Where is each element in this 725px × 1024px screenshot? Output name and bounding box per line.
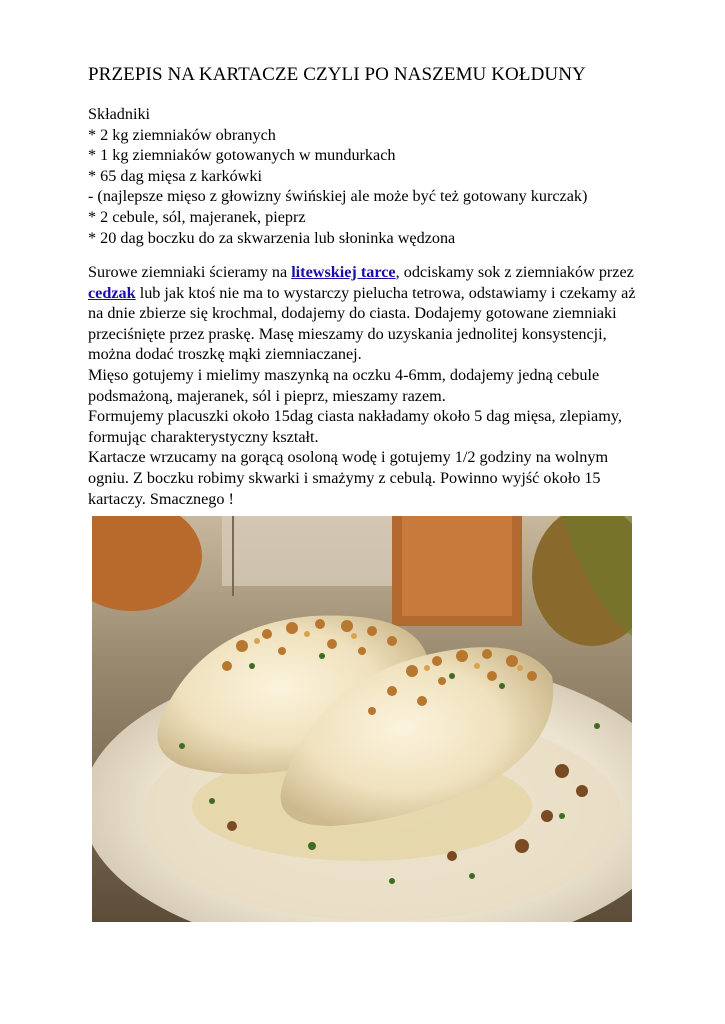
ingredient-item: * 2 cebule, sól, majeranek, pieprz [88, 207, 306, 226]
instruction-paragraph [88, 262, 648, 365]
instruction-paragraph: Mięso gotujemy i mielimy maszynką na oczku 4-6mm, dodajemy jedną cebule podsmażoną, majeranek, sól i pieprz, mieszamy razem. [88, 365, 600, 405]
paragraph-text: Surowe ziemniaki ścieramy na [88, 263, 292, 281]
ingredients-list [88, 104, 587, 248]
ingredient-item: * 65 dag mięsa z karkówki [88, 166, 262, 185]
instruction-paragraph: Formujemy placuszki około 15dag ciasta nakładamy około 5 dag mięsa, zlepiamy, formując charakterystyczny kształt. [88, 407, 622, 446]
ingredient-item: * 20 dag boczku do za skwarzenia lub słoninka wędzona [88, 228, 456, 247]
ingredient-item: * 2 kg ziemniaków obranych [88, 125, 276, 144]
link-litewska-tarka[interactable]: litewskiej tarce [291, 263, 396, 281]
recipe-title: PRZEPIS NA KARTACZE CZYLI PO NASZEMU KOŁDUNY [88, 64, 586, 85]
ingredient-item: - (najlepsze mięso z głowizny świńskiej ale może być też gotowany kurczak) [88, 187, 588, 206]
kartacze-photo [92, 516, 632, 922]
ingredients-heading: Składniki [88, 105, 151, 123]
link-cedzak[interactable]: cedzak [88, 283, 136, 302]
ingredient-item: * 1 kg ziemniaków gotowanych w mundurkach [88, 146, 396, 165]
paragraph-text: lub jak ktoś nie ma to wystarczy pielucha tetrowa, odstawiamy i czekamy aż na dnie zbierze się krochmal, dodajemy do ciasta. Dodajemy gotowane ziemniaki przeciśnięte przez praskę. Masę mieszamy do uzyskania jednolitej konsystencji, można dodać troszkę mąki ziemniaczanej. [88, 283, 636, 364]
paragraph-text: , odciskamy sok z ziemniaków przez [395, 263, 634, 281]
recipe-instructions [88, 262, 648, 509]
instruction-paragraph: Kartacze wrzucamy na gorącą osoloną wodę i gotujemy 1/2 godziny na wolnym ogniu. Z boczku robimy skwarki i smażymy z cebulą. Powinno wyjść około 15 kartaczy. Smacznego ! [88, 448, 609, 508]
